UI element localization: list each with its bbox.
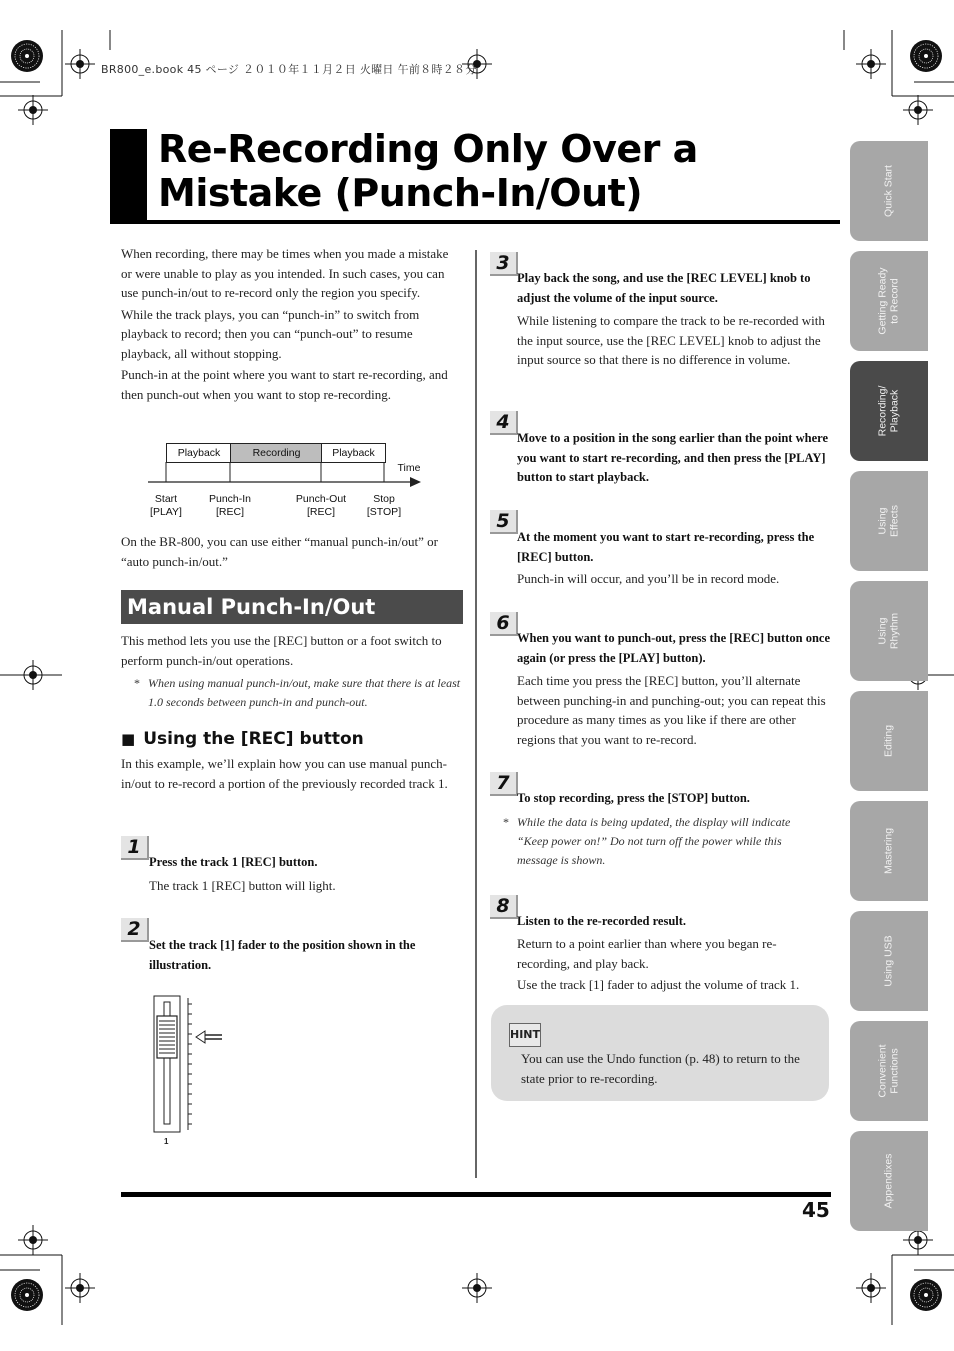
step-4-number: 4 (490, 411, 518, 435)
step-3-body: While listening to compare the track to be re-recorded with the input source, use the [REC LEVEL] knob to adjust the input source so that there is no difference in volume. (517, 313, 825, 367)
tab-convenient-functions-label: Convenient Functions (876, 1044, 900, 1098)
step-8-body-1: Return to a point earlier than where you began re-recording, and play back. (517, 936, 777, 971)
tab-convenient-functions[interactable] (850, 1021, 928, 1121)
marker-punch-in-button: [REC] (215, 506, 244, 518)
tab-appendixes[interactable] (850, 1131, 928, 1231)
tab-appendixes-label: Appendixes (882, 1153, 895, 1209)
tab-mastering[interactable] (850, 801, 928, 901)
step-5-number: 5 (490, 510, 518, 534)
fader-graphic (150, 994, 230, 1154)
segment-playback-2: Playback (321, 443, 386, 463)
footer-rule (121, 1192, 831, 1197)
step-3-number: 3 (490, 252, 518, 276)
tab-mastering-label: Mastering (882, 827, 895, 875)
tab-using-effects-label: Using Effects (876, 505, 900, 537)
tab-getting-ready[interactable] (850, 251, 928, 351)
hint-box (491, 1005, 829, 1101)
tab-quick-start[interactable] (850, 141, 928, 241)
marker-start-button: [PLAY] (150, 506, 182, 518)
subheading-text: Using the [REC] button (143, 729, 364, 749)
print-header: BR800_e.book 45 ページ ２０１０年１１月２日 火曜日 午前８時２８分 (101, 63, 477, 76)
column-divider (475, 250, 477, 1178)
title-bar (110, 129, 147, 222)
intro (121, 244, 461, 404)
marker-punch-out (286, 493, 356, 519)
hint-text: You can use the Undo function (p. 48) to return to the state prior to re-recording. (521, 1051, 800, 1086)
marker-stop-button: [STOP] (366, 506, 402, 518)
tab-using-rhythm-label: Using Rhythm (876, 612, 900, 650)
tab-using-usb-label: Using USB (882, 935, 895, 987)
step-6-number: 6 (490, 612, 518, 636)
step-1-title: Press the track 1 [REC] button. (149, 855, 318, 869)
tab-using-usb[interactable] (850, 911, 928, 1011)
step-7-title: To stop recording, press the [STOP] button. (517, 791, 750, 805)
note-asterisk: * (134, 676, 140, 690)
step-5-title: At the moment you want to start re-recording, press the [REC] button. (517, 530, 815, 564)
marker-start-name: Start (154, 493, 178, 505)
step-8-title: Listen to the re-recorded result. (517, 914, 687, 928)
rec-intro: In this example, we’ll explain how you can use manual punch-in/out to re-record a portion of the previously recorded track 1. (121, 756, 448, 791)
title-rule (110, 220, 840, 224)
step-8-body-2: Use the track [1] fader to adjust the volume of track 1. (517, 977, 800, 992)
marker-stop-name: Stop (373, 493, 395, 505)
intro-paragraph-2: While the track plays, you can “punch-in” to switch from playback to record; then you can “punch-out” to resume playback, all without stopping. (121, 306, 420, 361)
marker-punch-in (200, 493, 260, 519)
subheading-rec-button (121, 729, 364, 749)
step-2-number: 2 (121, 918, 149, 942)
step-6-body: Each time you press the [REC] button, you’ll alternate between punching-in and punching-out; you can repeat this procedure as many times as you like if there are other regions that you want to re-record. (517, 673, 826, 747)
marker-punch-out-name: Punch-Out (295, 493, 347, 505)
marker-punch-in-name: Punch-In (208, 493, 252, 505)
page-title-line2: Mistake (Punch-In/Out) (158, 171, 643, 215)
tab-recording-playback-label: Recording/ Playback (876, 385, 900, 437)
section-heading-manual-punch: Manual Punch-In/Out (121, 590, 463, 624)
step-4-title: Move to a position in the song earlier than the point where you want to start re-recording, and then press the [PLAY] button to start playback. (517, 431, 828, 484)
marker-punch-out-button: [REC] (306, 506, 335, 518)
intro-paragraph-1: When recording, there may be times when you made a mistake or were unable to play as you intended. In such cases, you can use punch-in/out to re-record only the region you specify. (121, 246, 449, 300)
segment-recording: Recording (230, 443, 323, 463)
step-6-title: When you want to punch-out, press the [REC] button once again (or press the [PLAY] button). (517, 631, 831, 665)
step-7-note: While the data is being updated, the display will indicate “Keep power on!” Do not turn off the power while this message is shown. (517, 815, 791, 867)
intro-paragraph-3: Punch-in at the point where you want to start re-recording, and then punch-out when you want to stop re-recording. (121, 367, 448, 402)
step-3-title: Play back the song, and use the [REC LEVEL] knob to adjust the volume of the input source. (517, 271, 811, 305)
segment-playback-1: Playback (166, 443, 232, 463)
page-title-line1: Re-Recording Only Over a (158, 127, 698, 171)
time-label: Time (397, 462, 421, 474)
step-2-title: Set the track [1] fader to the position shown in the illustration. (149, 938, 416, 972)
marker-stop (354, 493, 414, 519)
step-8-number: 8 (490, 895, 518, 919)
step-5-body: Punch-in will occur, and you’ll be in record mode. (517, 571, 780, 586)
tab-quick-start-label: Quick Start (882, 165, 895, 217)
manual-auto-text: On the BR-800, you can use either “manual punch-in/out” or “auto punch-in/out.” (121, 534, 438, 569)
step-1-number: 1 (121, 836, 149, 860)
tab-using-rhythm[interactable] (850, 581, 928, 681)
timeline-diagram (140, 440, 440, 525)
subheading-marker: ■ (121, 730, 136, 748)
fader-illustration (150, 994, 230, 1154)
step-7-note-asterisk: * (503, 815, 509, 829)
tab-recording-playback[interactable] (850, 361, 928, 461)
step-1-body: The track 1 [REC] button will light. (149, 878, 336, 893)
marker-start (136, 493, 196, 519)
hint-icon: HINT (509, 1023, 541, 1047)
tab-getting-ready-label: Getting Ready to Record (876, 267, 900, 335)
manual-intro: This method lets you use the [REC] button or a foot switch to perform punch-in/out operations. (121, 633, 442, 668)
page-number: 45 (802, 1198, 830, 1222)
page-title (158, 127, 838, 215)
note-text: When using manual punch-in/out, make sure that there is at least 1.0 seconds between punch-in and punch-out. (148, 676, 461, 709)
fader-track-label: 1 (164, 1137, 169, 1146)
tab-using-effects[interactable] (850, 471, 928, 571)
step-7-number: 7 (490, 772, 518, 796)
tab-editing[interactable] (850, 691, 928, 791)
tab-editing-label: Editing (882, 724, 895, 758)
